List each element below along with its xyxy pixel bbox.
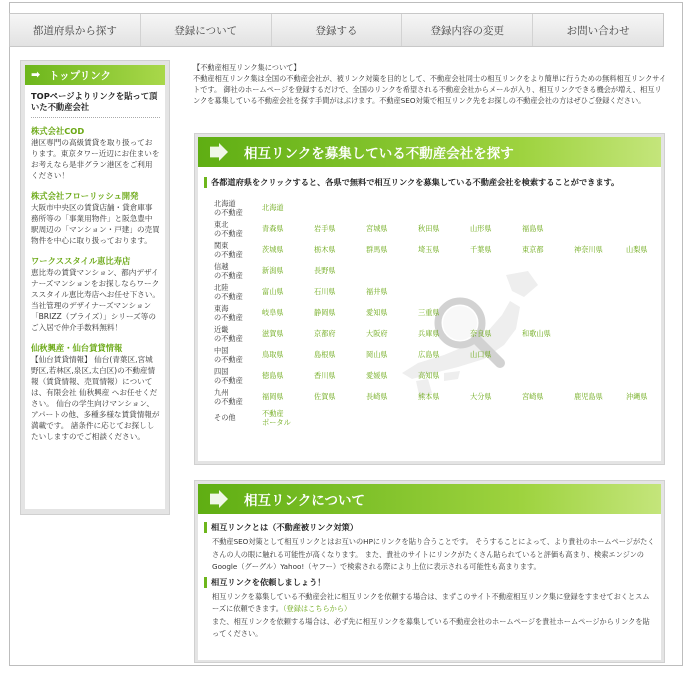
region-label: 関東 の不動産: [214, 240, 243, 259]
region-label: 四国 の不動産: [214, 366, 243, 385]
intro-text: 不動産相互リンク集は全国の不動産会社が、被リンク対策を目的として、不動産会社同士の相互リンクをより簡単に行うための無料相互リンクサイトです。 御社のホームページを登録するだけで、全国のリンクを希望される不動産会社からメールが入り、相互リンクできる機会が増え、相互リンクを募集している不動産会社を探す手間がはぶけます。不動産SEO対策で相互リンク先をお探しの不動産会社の方はぜひご登録ください。: [193, 74, 667, 105]
region-label: 北陸 の不動産: [214, 282, 243, 301]
sidebar-entry-text: 恵比寿の賃貸マンション、都内デザイナーズマンションをお探しならワークススタイル恵比寿店へお任せ下さい。当社管理のデザイナーズマンション「BRIZZ（ブライズ）」シリーズ等のご入居で仲介手数料無料！: [31, 268, 160, 332]
pref-link-yamanashi[interactable]: 山梨県: [626, 245, 648, 254]
pref-link-fukushima[interactable]: 福島県: [522, 224, 544, 233]
pref-link-yamagata[interactable]: 山形県: [470, 224, 492, 233]
pref-link-wakayama[interactable]: 和歌山県: [522, 329, 551, 338]
request-text: [204, 591, 655, 641]
region-row-tohoku: [214, 218, 656, 239]
pref-link-fukui[interactable]: 福井県: [366, 287, 388, 296]
pref-link-hyogo[interactable]: 兵庫県: [418, 329, 440, 338]
pref-link-hiroshima[interactable]: 広島県: [418, 350, 440, 359]
sidebar-top-text: TOPページよりリンクを貼って頂いた不動産会社: [31, 91, 160, 118]
region-row-hokuriku: [214, 281, 656, 302]
about-section-body: [198, 514, 661, 660]
sidebar-entry-text: 港区専門の高級賃貸を取り扱っております。東京タワー近辺にお住まいをお考えなら是非グラン港区をご利用ください！: [31, 138, 160, 180]
pref-link-shiga[interactable]: 滋賀県: [262, 329, 284, 338]
region-label: 信越 の不動産: [214, 261, 243, 280]
request-text-a: 相互リンクを募集している不動産会社に相互リンクを依頼する場合は、まずこのサイト不動産相互リンク集に登録をすませておくとスムーズに依頼できます。: [212, 591, 650, 613]
arrow-icon: [210, 490, 228, 508]
region-label: その他: [214, 413, 236, 422]
sidebar-entry-title[interactable]: 仙秋興産・仙台賃貸情報: [31, 343, 123, 353]
nav-edit-registration[interactable]: 登録内容の変更: [402, 14, 533, 46]
pref-link-tokushima[interactable]: 徳島県: [262, 371, 284, 380]
pref-link-oita[interactable]: 大分県: [470, 392, 492, 401]
pref-link-osaka[interactable]: 大阪府: [366, 329, 388, 338]
region-row-hokkaido: [214, 197, 656, 218]
register-link[interactable]: （登録はこちらから）: [282, 604, 352, 613]
region-label: 九州 の不動産: [214, 387, 243, 406]
request-subheading: 相互リンクを依頼しましょう！: [204, 577, 655, 588]
pref-link-okayama[interactable]: 岡山県: [366, 350, 388, 359]
pref-link-tottori[interactable]: 鳥取県: [262, 350, 284, 359]
about-text: 不動産SEO対策として相互リンクとはお互いのHPにリンクを貼り合うことです。 そうすることによって、より貴社のホームページがたくさんの人の眼に触れる可能性が高くなります。 また、貴社のサイトにリンクがたくさん貼られていると評価も高まり、検索エンジンのGoogle（グーグル）Yahoo!（ヤフー）で検索される際により上位に表示される可能性も高まります。: [212, 537, 655, 571]
pref-link-miyagi[interactable]: 宮城県: [366, 224, 388, 233]
pref-link-chiba[interactable]: 千葉県: [470, 245, 492, 254]
region-row-tokai: [214, 302, 656, 323]
sidebar: [20, 60, 170, 515]
nav-search-by-prefecture[interactable]: 都道府県から探す: [10, 14, 141, 46]
sidebar-header: [25, 65, 165, 85]
pref-link-gifu[interactable]: 岐阜県: [262, 308, 284, 317]
arrow-icon: ➡: [31, 68, 41, 81]
search-section-title: 相互リンクを募集している不動産会社を探す: [244, 146, 514, 162]
pref-link-portal[interactable]: 不動産 ポータル: [262, 408, 291, 427]
pref-link-ibaraki[interactable]: 茨城県: [262, 245, 284, 254]
about-section-title: 相互リンクについて: [244, 493, 365, 509]
pref-link-nagasaki[interactable]: 長崎県: [366, 392, 388, 401]
pref-link-kagawa[interactable]: 香川県: [314, 371, 336, 380]
pref-link-saitama[interactable]: 埼玉県: [418, 245, 440, 254]
pref-link-aomori[interactable]: 青森県: [262, 224, 284, 233]
arrow-icon: [210, 143, 228, 161]
pref-link-kochi[interactable]: 高知県: [418, 371, 440, 380]
intro: [193, 62, 667, 106]
sidebar-entry-title[interactable]: 株式会社COD: [31, 126, 85, 136]
pref-link-nara[interactable]: 奈良県: [470, 329, 492, 338]
pref-link-miyazaki[interactable]: 宮崎県: [522, 392, 544, 401]
pref-link-iwate[interactable]: 岩手県: [314, 224, 336, 233]
nav-contact[interactable]: お問い合わせ: [566, 24, 630, 37]
sidebar-entry: [31, 191, 160, 246]
pref-link-aichi[interactable]: 愛知県: [366, 308, 388, 317]
pref-link-tokyo[interactable]: 東京都: [522, 245, 544, 254]
pref-link-tochigi[interactable]: 栃木県: [314, 245, 336, 254]
pref-link-kagoshima[interactable]: 鹿児島県: [574, 392, 603, 401]
region-row-kyushu: [214, 386, 656, 407]
region-row-shinetsu: [214, 260, 656, 281]
sidebar-entry: [31, 256, 160, 333]
request-text-b: また、相互リンクを依頼する場合は、必ず先に相互リンクを募集している不動産会社のホームページを貴社ホームページからリンクを貼ってください。: [212, 616, 650, 638]
sidebar-entry-text: 大阪市中央区の賃貸店舗・貸倉庫事務所等の「事業用物件」と阪急豊中駅周辺の「マンション・戸建」の売買物件を中心に取り扱っております。: [31, 203, 160, 245]
search-section-header: [198, 137, 661, 167]
pref-link-gunma[interactable]: 群馬県: [366, 245, 388, 254]
pref-link-kyoto[interactable]: 京都府: [314, 329, 336, 338]
sidebar-entry: [31, 343, 160, 442]
pref-link-kumamoto[interactable]: 熊本県: [418, 392, 440, 401]
pref-link-akita[interactable]: 秋田県: [418, 224, 440, 233]
prefecture-table: [214, 197, 656, 428]
region-row-chugoku: [214, 344, 656, 365]
pref-link-hokkaido[interactable]: 北海道: [262, 203, 284, 212]
pref-link-saga[interactable]: 佐賀県: [314, 392, 336, 401]
pref-link-fukuoka[interactable]: 福岡県: [262, 392, 284, 401]
region-label: 東北 の不動産: [214, 219, 243, 238]
search-section-body: [198, 167, 661, 461]
pref-link-kanagawa[interactable]: 神奈川県: [574, 245, 603, 254]
nav-about-registration[interactable]: 登録について: [141, 14, 272, 46]
sidebar-entry-title[interactable]: 株式会社フローリッシュ開発: [31, 191, 139, 201]
search-instructions: 各都道府県をクリックすると、各県で無料で相互リンクを募集している不動産会社を検索することができます。: [204, 177, 655, 188]
pref-link-mie[interactable]: 三重県: [418, 308, 440, 317]
about-section: [194, 480, 665, 663]
about-section-header: [198, 484, 661, 514]
sidebar-entry-text: 【仙台賃貸情報】 仙台(青葉区,宮城野区,若林区,泉区,太白区)の不動産情報（賃貸情報、売買情報）については、有限会社 仙秋興産 へお任せください。 仙台の学生向けマンション、アパートの他、多種多様な賃貸情報が満載です。 諸条件に応じてお探ししたいしますのでご相談ください。: [31, 355, 160, 441]
pref-link-toyama[interactable]: 富山県: [262, 287, 284, 296]
about-subheading: 相互リンクとは（不動産被リンク対策）: [204, 522, 655, 533]
sidebar-content: [25, 85, 165, 509]
region-label: 中国 の不動産: [214, 345, 243, 364]
region-row-kanto: [214, 239, 656, 260]
region-label: 東海 の不動産: [214, 303, 243, 322]
search-section: [194, 133, 665, 465]
pref-link-shimane[interactable]: 島根県: [314, 350, 336, 359]
region-row-other: [214, 407, 656, 428]
pref-link-niigata[interactable]: 新潟県: [262, 266, 284, 275]
pref-link-ishikawa[interactable]: 石川県: [314, 287, 336, 296]
pref-link-shizuoka[interactable]: 静岡県: [314, 308, 336, 317]
region-label: 北海道 の不動産: [214, 198, 243, 217]
pref-link-yamaguchi[interactable]: 山口県: [470, 350, 492, 359]
pref-link-nagano[interactable]: 長野県: [314, 266, 336, 275]
region-label: 近畿 の不動産: [214, 324, 243, 343]
sidebar-header-label: トップリンク: [49, 69, 112, 82]
nav-register[interactable]: 登録する: [272, 14, 403, 46]
region-row-kinki: [214, 323, 656, 344]
pref-link-ehime[interactable]: 愛媛県: [366, 371, 388, 380]
sidebar-entry-title[interactable]: ワークススタイル恵比寿店: [31, 256, 131, 266]
region-row-shikoku: [214, 365, 656, 386]
pref-link-okinawa[interactable]: 沖縄県: [626, 392, 648, 401]
global-nav: [9, 13, 664, 47]
intro-title: 【不動産相互リンク集について】: [193, 63, 301, 72]
sidebar-entry: [31, 126, 160, 181]
